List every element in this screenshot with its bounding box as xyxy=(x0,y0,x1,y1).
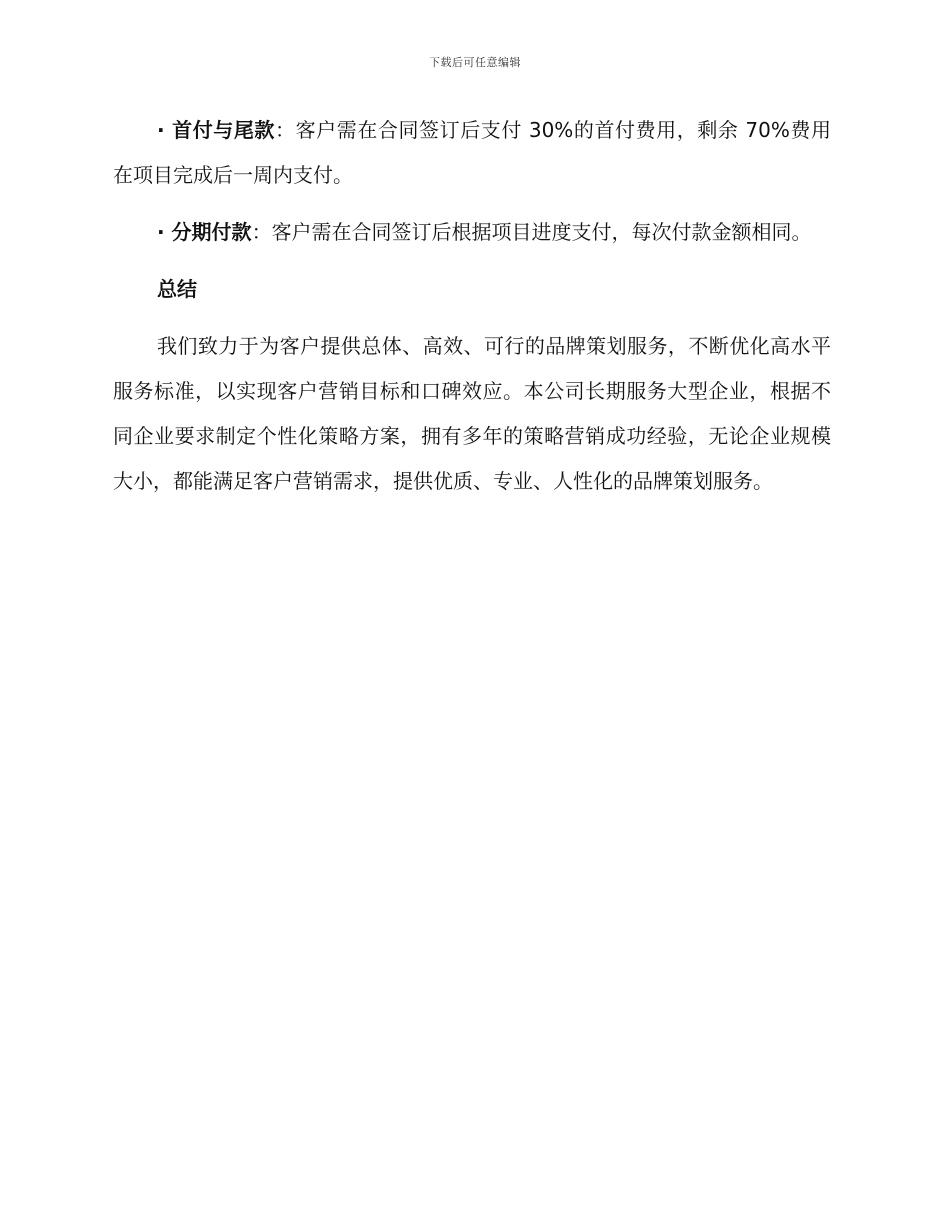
summary-paragraph: 我们致力于为客户提供总体、高效、可行的品牌策划服务，不断优化高水平服务标准，以实现客户营销目标和口碑效应。本公司长期服务大型企业，根据不同企业要求制定个性化策略方案，拥有多年的策略营销成功经验，无论企业规模大小，都能满足客户营销需求，提供优质、专业、人性化的品牌策划服务。 xyxy=(113,334,831,493)
page-header-note: 下载后可任意编辑 xyxy=(429,56,521,69)
document-body xyxy=(113,108,831,504)
payment-item-down-payment xyxy=(113,108,831,198)
summary-heading: 总结 xyxy=(157,277,197,301)
payment-item-installment xyxy=(113,210,831,255)
payment-item-separator: ： xyxy=(275,118,296,142)
payment-item-text: 客户需在合同签订后根据项目进度支付，每次付款金额相同。 xyxy=(271,220,812,244)
payment-item-term: · 分期付款 xyxy=(157,220,252,244)
payment-item-separator: ： xyxy=(251,220,272,244)
payment-item-text: 客户需在合同签订后支付 30%的首付费用，剩余 70%费用在项目完成后一周内支付。 xyxy=(113,118,832,187)
payment-item-term: · 首付与尾款 xyxy=(157,118,276,142)
